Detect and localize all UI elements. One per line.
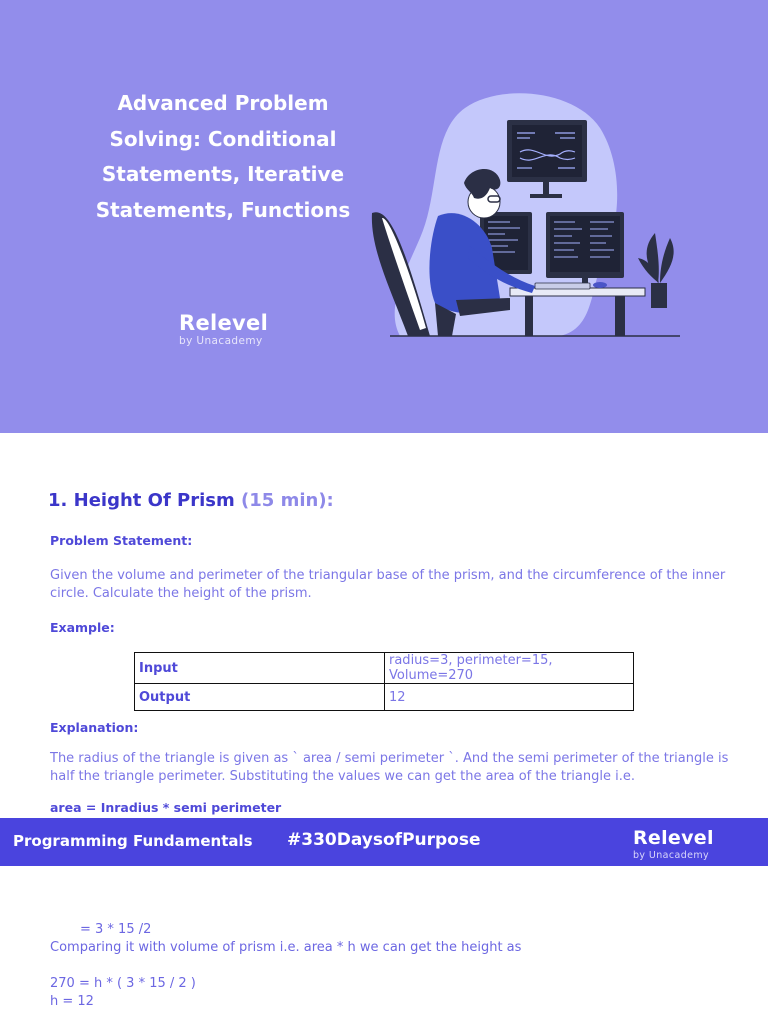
section-heading xyxy=(48,490,334,511)
heading-text: 1. Height Of Prism xyxy=(48,490,235,511)
calc-line: = 3 * 15 /2 xyxy=(80,922,152,937)
problem-statement-label: Problem Statement: xyxy=(50,533,193,548)
calc-line: 270 = h * ( 3 * 15 / 2 ) xyxy=(50,976,196,991)
heading-duration: (15 min): xyxy=(241,490,334,511)
relevel-logo xyxy=(179,311,268,347)
footer-bar xyxy=(0,818,768,866)
table-cell-value: radius=3, perimeter=15, Volume=270 xyxy=(385,653,634,684)
title-line: Statements, Functions xyxy=(95,197,351,222)
title-line: Advanced Problem xyxy=(117,91,329,115)
hero-banner xyxy=(0,0,768,433)
developer-at-computer-illustration xyxy=(360,88,690,343)
hashtag: #330DaysofPurpose xyxy=(287,830,481,850)
formula-text: area = Inradius * semi perimeter xyxy=(50,800,282,815)
title-line: Statements, Iterative xyxy=(101,162,345,186)
example-table xyxy=(134,652,634,711)
table-row xyxy=(135,653,634,684)
problem-statement-text: Given the volume and perimeter of the triangular base of the prism, and the circumference of the inner circle. Calculate the height of the prism. xyxy=(50,568,726,601)
title-line: Solving: Conditional xyxy=(109,126,337,151)
explanation-label: Explanation: xyxy=(50,720,139,735)
document-title xyxy=(80,86,366,228)
example-label: Example: xyxy=(50,620,115,635)
calc-line: Comparing it with volume of prism i.e. area * h we can get the height as xyxy=(50,940,522,955)
calc-line: h = 12 xyxy=(50,994,94,1009)
logo-byline: by Unacademy xyxy=(633,850,710,861)
table-row xyxy=(135,684,634,711)
explanation-text: The radius of the triangle is given as ` area / semi perimeter `. And the semi perimeter of the triangle is half the triangle perimeter. Substituting the values we can get the area of the triangle i.e. xyxy=(50,751,729,784)
logo-name: Relevel xyxy=(179,311,269,335)
table-cell-value: 12 xyxy=(385,684,634,711)
course-name: Programming Fundamentals xyxy=(13,832,253,850)
table-cell-key: Input xyxy=(135,653,385,684)
logo-byline: by Unacademy xyxy=(179,335,263,347)
relevel-logo xyxy=(633,826,714,862)
logo-name: Relevel xyxy=(633,827,714,849)
table-cell-key: Output xyxy=(135,684,385,711)
